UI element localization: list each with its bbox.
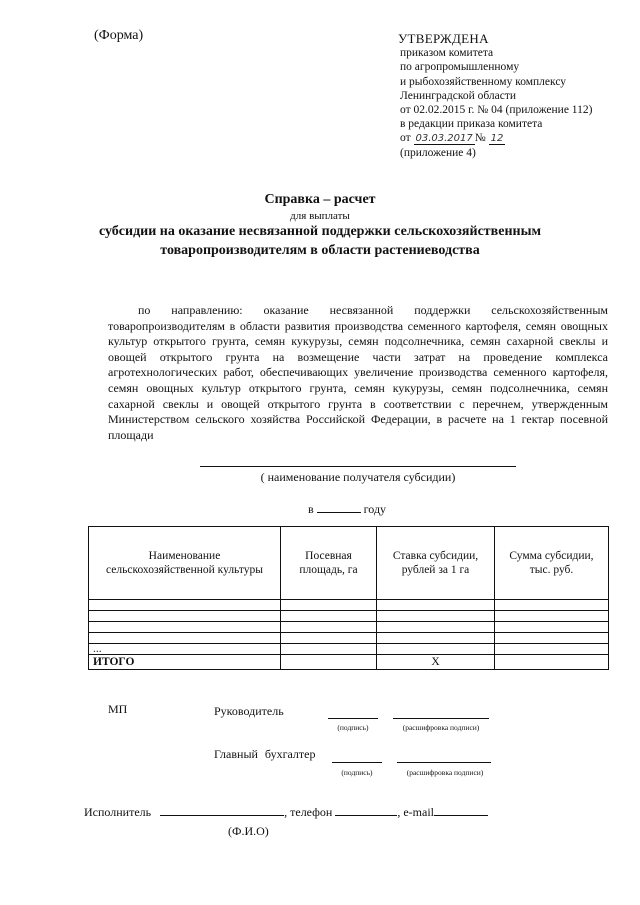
total-area-cell[interactable] xyxy=(281,655,377,670)
table-header-row xyxy=(89,527,609,600)
total-x: X xyxy=(377,655,495,670)
header-area: Посевная площадь, га xyxy=(281,527,377,600)
table-cell[interactable] xyxy=(89,611,281,622)
table-row xyxy=(89,644,609,655)
email-field[interactable] xyxy=(434,804,488,816)
table-cell[interactable] xyxy=(377,611,495,622)
form-label: (Форма) xyxy=(94,28,144,43)
stamp-place: МП xyxy=(108,702,128,716)
handwritten-date: 03.03.2017 xyxy=(415,133,473,145)
table-cell[interactable] xyxy=(495,622,609,633)
header-rate: Ставка субсидии, рублей за 1 га xyxy=(377,527,495,600)
year-suffix: году xyxy=(363,502,387,516)
direction-text: по направлению: оказание несвязанной поддержки сельскохозяйственным товаропроизводителям в области развития производства семенного картофеля, семян овощных культур открытого грунта, семян кукурузы, семян подсолнечника, семян сахарной свеклы и овощей открытого грунта на возмещение части затрат на проведение комплекса агротехнологических работ, обеспечивающих увеличение производства семенного картофеля, семян овощных культур открытого грунта, семян кукурузы, семян подсолнечника, семян сахарной свеклы и овощей открытого грунта в соответствии с перечнем, утвержденным Министерством сельского хозяйства Российской Федерации, в расчете на 1 гектар посевной площади xyxy=(108,303,608,442)
doc-title: Справка – расчет xyxy=(264,192,376,207)
table-cell[interactable] xyxy=(495,644,609,655)
year-blank[interactable] xyxy=(317,501,361,513)
table-cell[interactable] xyxy=(281,600,377,611)
table-cell[interactable] xyxy=(377,622,495,633)
table-cell[interactable] xyxy=(281,622,377,633)
table-cell[interactable] xyxy=(281,644,377,655)
total-label: ИТОГО xyxy=(89,655,281,670)
table-row xyxy=(89,622,609,633)
table-row xyxy=(89,600,609,611)
accountant-label: Главный бухгалтер xyxy=(214,747,316,761)
approval-block xyxy=(398,32,592,160)
table-cell[interactable] xyxy=(281,633,377,644)
recipient-label: ( наименование получателя субсидии) xyxy=(260,470,456,484)
contact-line xyxy=(84,804,488,820)
accountant-sig-caption: (подпись) xyxy=(341,768,373,777)
table-cell[interactable] xyxy=(495,600,609,611)
total-sum-cell[interactable] xyxy=(495,655,609,670)
table-cell[interactable] xyxy=(377,644,495,655)
fio-caption: (Ф.И.О) xyxy=(228,824,269,838)
executor-field[interactable] xyxy=(160,804,284,816)
year-prefix: в xyxy=(308,502,314,516)
year-line xyxy=(308,501,386,517)
head-signature-line[interactable] xyxy=(328,718,378,719)
table-cell[interactable] xyxy=(495,633,609,644)
doc-title-for: для выплаты xyxy=(290,210,350,222)
table-cell[interactable] xyxy=(495,611,609,622)
no-label: № xyxy=(474,132,486,145)
approval-appendix: (приложение 4) xyxy=(400,146,476,159)
head-name-caption: (расшифровка подписи) xyxy=(402,723,480,732)
accountant-name-caption: (расшифровка подписи) xyxy=(406,768,484,777)
approval-line: Ленинградской области xyxy=(400,89,517,102)
approval-ot-line xyxy=(398,131,592,145)
ellipsis-cell[interactable]: ... xyxy=(89,644,281,655)
approval-head: УТВЕРЖДЕНА xyxy=(398,31,489,46)
approval-line: по агропромышленному xyxy=(400,61,520,74)
approval-line: от 02.02.2015 г. № 04 (приложение 112) xyxy=(400,104,593,117)
table-cell[interactable] xyxy=(377,633,495,644)
table-cell[interactable] xyxy=(89,600,281,611)
head-name-line[interactable] xyxy=(393,718,489,719)
table-row xyxy=(89,611,609,622)
head-sig-caption: (подпись) xyxy=(337,723,369,732)
executor-label: Исполнитель xyxy=(84,805,152,819)
header-sum: Сумма субсидии, тыс. руб. xyxy=(495,527,609,600)
accountant-name-line[interactable] xyxy=(397,762,491,763)
phone-label: , телефон xyxy=(284,805,333,819)
doc-title-subject: субсидии на оказание несвязанной поддержки сельскохозяйственным товаропроизводителям в области растениеводства xyxy=(98,224,542,258)
approval-line: приказом комитета xyxy=(400,47,494,60)
accountant-signature-line[interactable] xyxy=(332,762,382,763)
ot-label: от xyxy=(400,132,411,145)
approval-line: в редакции приказа комитета xyxy=(400,118,543,131)
handwritten-number: 12 xyxy=(490,133,504,145)
head-label: Руководитель xyxy=(214,704,284,718)
phone-field[interactable] xyxy=(335,804,397,816)
approval-line: и рыбохозяйственному комплексу xyxy=(400,75,567,88)
table-total-row xyxy=(89,655,609,670)
table-row xyxy=(89,633,609,644)
table-cell[interactable] xyxy=(89,622,281,633)
recipient-field-line[interactable] xyxy=(200,466,516,467)
direction-paragraph xyxy=(108,303,608,443)
table-cell[interactable] xyxy=(377,600,495,611)
header-crop: Наименование сельскохозяйственной культуры xyxy=(89,527,281,600)
email-label: , e-mail xyxy=(397,805,435,819)
subsidy-table xyxy=(88,526,609,670)
table-cell[interactable] xyxy=(281,611,377,622)
table-cell[interactable] xyxy=(89,633,281,644)
